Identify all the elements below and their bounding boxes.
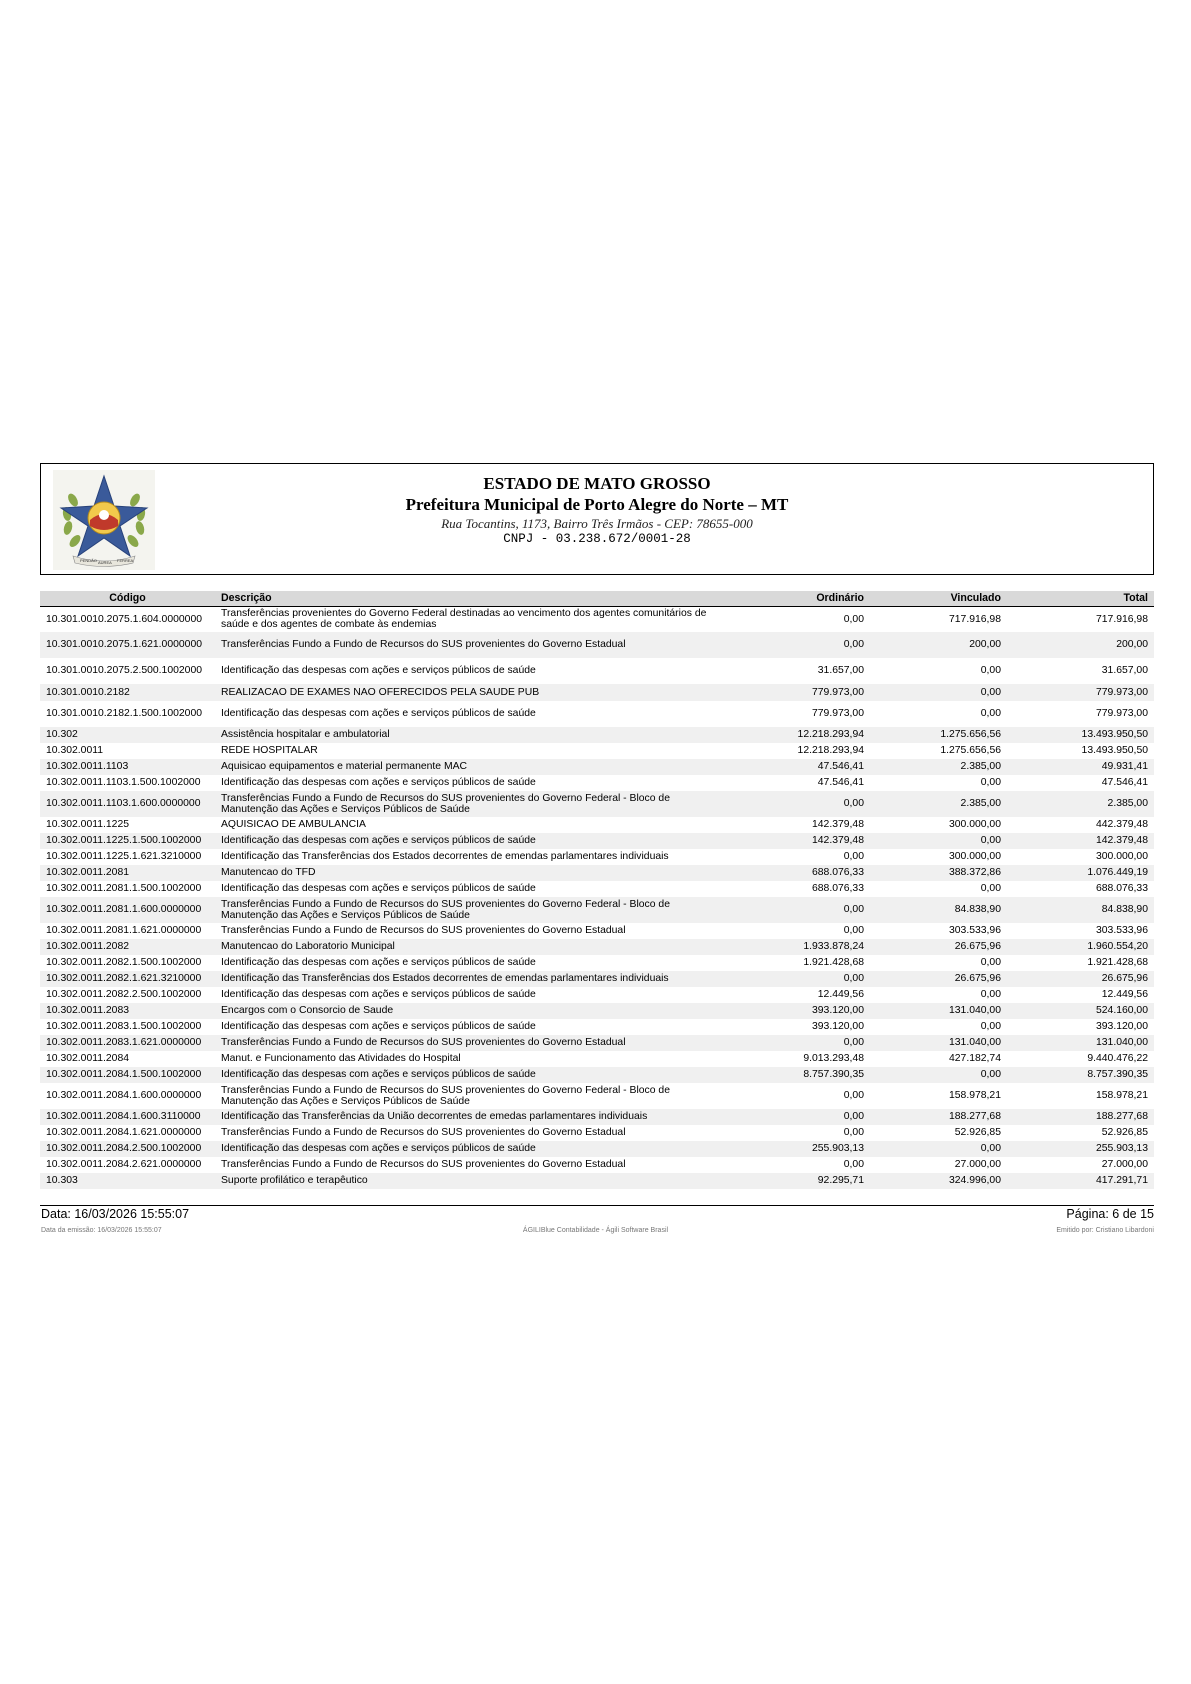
cell-linked: 0,00 xyxy=(980,989,1001,1001)
cell-total: 393.120,00 xyxy=(1095,1021,1148,1033)
cell-linked: 26.675,96 xyxy=(870,939,1007,955)
cell-code: 10.302.0011.2082.1.621.3210000 xyxy=(40,971,215,987)
footer-date: Data: 16/03/2026 15:55:07 xyxy=(41,1207,190,1221)
cell-total: 1.921.428,68 xyxy=(1087,957,1148,969)
table-row xyxy=(40,632,1154,658)
cell-linked: 1.275.656,56 xyxy=(870,727,1007,743)
cell-ordinary: 0,00 xyxy=(843,1090,864,1102)
svg-text:AUREA: AUREA xyxy=(98,560,112,565)
cell-description: Identificação das despesas com ações e serviços públicos de saúde xyxy=(215,1067,730,1083)
cell-code: 10.302.0011.1225.1.500.1002000 xyxy=(40,833,215,849)
cell-code: 10.302.0011.2084.1.500.1002000 xyxy=(40,1067,215,1083)
cell-code: 10.302.0011.2082.2.500.1002000 xyxy=(46,989,202,1001)
cell-code: 10.302.0011.1225 xyxy=(46,819,130,831)
cell-description: Transferências Fundo a Fundo de Recursos do SUS provenientes do Governo Estadual xyxy=(215,632,730,658)
cell-total: 717.916,98 xyxy=(1095,613,1148,625)
cell-description: REALIZACAO DE EXAMES NAO OFERECIDOS PELA SAUDE PUB xyxy=(215,684,730,701)
cell-linked: 0,00 xyxy=(870,1141,1007,1157)
cell-description: Identificação das despesas com ações e serviços públicos de saúde xyxy=(215,1141,730,1157)
cell-description: Identificação das despesas com ações e serviços públicos de saúde xyxy=(221,989,536,1001)
cell-description: Transferências Fundo a Fundo de Recursos do SUS provenientes do Governo Estadual xyxy=(215,1035,730,1051)
cell-total: 26.675,96 xyxy=(1007,971,1154,987)
cell-ordinary: 12.218.293,94 xyxy=(797,745,864,757)
table-row xyxy=(40,1035,1154,1051)
cell-description: Manutencao do TFD xyxy=(215,865,730,881)
cell-ordinary: 142.379,48 xyxy=(730,833,870,849)
table-body xyxy=(40,606,1154,1189)
column-header-total: Total xyxy=(1007,591,1154,606)
cell-total: 9.440.476,22 xyxy=(1087,1053,1148,1065)
table-row xyxy=(40,897,1154,923)
cell-total: 84.838,90 xyxy=(1007,897,1154,923)
footer-divider xyxy=(40,1205,1154,1206)
column-header-code: Código xyxy=(40,591,215,606)
cell-linked: 0,00 xyxy=(980,665,1001,677)
table-row xyxy=(40,701,1154,727)
cell-linked: 717.916,98 xyxy=(948,613,1001,625)
column-header-description: Descrição xyxy=(215,591,730,606)
cell-ordinary: 0,00 xyxy=(730,1109,870,1125)
cell-code: 10.302.0011.2084.1.600.3110000 xyxy=(40,1109,215,1125)
table-row xyxy=(40,971,1154,987)
cell-ordinary: 0,00 xyxy=(730,971,870,987)
cell-ordinary: 688.076,33 xyxy=(811,883,864,895)
cell-linked: 131.040,00 xyxy=(870,1035,1007,1051)
cell-code: 10.301.0010.2182.1.500.1002000 xyxy=(46,708,203,720)
cell-ordinary: 12.218.293,94 xyxy=(730,727,870,743)
cell-description: Aquisicao equipamentos e material permanente MAC xyxy=(215,759,730,775)
table-row xyxy=(40,727,1154,743)
cell-code: 10.302.0011.1103.1.600.0000000 xyxy=(40,791,215,817)
cell-total: 1.960.554,20 xyxy=(1007,939,1154,955)
table-row xyxy=(40,1173,1154,1189)
table-row xyxy=(40,1003,1154,1019)
cell-total: 131.040,00 xyxy=(1007,1035,1154,1051)
cell-description: Transferências Fundo a Fundo de Recursos do SUS provenientes do Governo Federal - Bloco de Manutenção das Ações e Serviços Públicos de Saúde xyxy=(221,1084,670,1107)
cell-code: 10.302.0011.2082 xyxy=(40,939,215,955)
cell-ordinary: 0,00 xyxy=(843,851,864,863)
cell-ordinary: 142.379,48 xyxy=(811,819,864,831)
cell-description: Transferências Fundo a Fundo de Recursos do SUS provenientes do Governo Federal - Bloco de Manutenção das Ações e Serviços Públicos de Saúde xyxy=(215,791,730,817)
cell-code: 10.303 xyxy=(40,1173,215,1189)
cell-linked: 427.182,74 xyxy=(948,1053,1001,1065)
cell-total: 442.379,48 xyxy=(1095,819,1148,831)
table-row xyxy=(40,865,1154,881)
cell-total: 31.657,00 xyxy=(1101,665,1148,677)
table-row xyxy=(40,759,1154,775)
cell-code: 10.301.0010.2182 xyxy=(40,684,215,701)
svg-text:FERREA: FERREA xyxy=(117,558,134,563)
cell-ordinary: 0,00 xyxy=(843,925,864,937)
cell-linked: 1.275.656,56 xyxy=(940,745,1001,757)
cell-code: 10.301.0010.2075.1.621.0000000 xyxy=(40,632,215,658)
cell-linked: 300.000,00 xyxy=(948,819,1001,831)
cell-description: Identificação das Transferências dos Estados decorrentes de emendas parlamentares individuais xyxy=(215,971,730,987)
cell-linked: 0,00 xyxy=(980,883,1001,895)
cell-ordinary: 688.076,33 xyxy=(730,865,870,881)
cell-code: 10.302.0011.2081.1.600.0000000 xyxy=(40,897,215,923)
cell-description: Identificação das despesas com ações e serviços públicos de saúde xyxy=(221,777,536,789)
cell-description: Transferências Fundo a Fundo de Recursos do SUS provenientes do Governo Estadual xyxy=(221,1127,626,1139)
table-row xyxy=(40,833,1154,849)
state-name: ESTADO DE MATO GROSSO xyxy=(483,474,711,493)
cell-total: 779.973,00 xyxy=(1007,684,1154,701)
table-row xyxy=(40,1051,1154,1067)
cell-description: Identificação das despesas com ações e serviços públicos de saúde xyxy=(221,883,536,895)
cell-description: Manut. e Funcionamento das Atividades do Hospital xyxy=(221,1053,461,1065)
table-row xyxy=(40,743,1154,759)
table-row xyxy=(40,1141,1154,1157)
cell-code: 10.302.0011.2081.1.500.1002000 xyxy=(46,883,202,895)
cell-description: Identificação das despesas com ações e serviços públicos de saúde xyxy=(215,833,730,849)
cell-description: Identificação das despesas com ações e serviços públicos de saúde xyxy=(221,1021,536,1033)
cell-linked: 0,00 xyxy=(980,708,1001,720)
cell-code: 10.302.0011.2082.1.500.1002000 xyxy=(46,957,202,969)
column-header-ordinary: Ordinário xyxy=(730,591,870,606)
cell-linked: 200,00 xyxy=(870,632,1007,658)
cell-linked: 52.926,85 xyxy=(954,1127,1001,1139)
cell-linked: 2.385,00 xyxy=(870,759,1007,775)
cell-code: 10.302.0011.2084.1.600.0000000 xyxy=(46,1090,202,1102)
cell-linked: 388.372,86 xyxy=(870,865,1007,881)
cell-description: AQUISICAO DE AMBULANCIA xyxy=(221,819,366,831)
footer-page-number: Página: 6 de 15 xyxy=(1066,1207,1154,1221)
cell-description: REDE HOSPITALAR xyxy=(221,745,318,757)
cell-total: 13.493.950,50 xyxy=(1007,727,1154,743)
cell-description: Identificação das Transferências da União decorrentes de emedas parlamentares individuais xyxy=(215,1109,730,1125)
cell-code: 10.302.0011.2081.1.621.0000000 xyxy=(46,925,202,937)
cell-code: 10.302.0011.1103.1.500.1002000 xyxy=(46,777,201,789)
table-row xyxy=(40,791,1154,817)
cell-total: 300.000,00 xyxy=(1095,851,1148,863)
cell-total: 1.076.449,19 xyxy=(1007,865,1154,881)
cell-ordinary: 1.921.428,68 xyxy=(803,957,864,969)
cell-code: 10.302.0011.1103 xyxy=(40,759,215,775)
cell-ordinary: 47.546,41 xyxy=(817,777,864,789)
cell-description: Assistência hospitalar e ambulatorial xyxy=(215,727,730,743)
cell-total: 52.926,85 xyxy=(1101,1127,1148,1139)
cell-total: 688.076,33 xyxy=(1095,883,1148,895)
table-row xyxy=(40,1109,1154,1125)
cell-total: 8.757.390,35 xyxy=(1007,1067,1154,1083)
cell-code: 10.302.0011.2084 xyxy=(46,1053,130,1065)
table-header-row xyxy=(40,591,1154,606)
cell-ordinary: 255.903,13 xyxy=(730,1141,870,1157)
cell-ordinary: 393.120,00 xyxy=(730,1003,870,1019)
table-row xyxy=(40,955,1154,971)
cell-linked: 0,00 xyxy=(980,957,1001,969)
cell-total: 49.931,41 xyxy=(1007,759,1154,775)
cell-description: Manutencao do Laboratorio Municipal xyxy=(215,939,730,955)
cell-code: 10.302.0011.2083.1.621.0000000 xyxy=(40,1035,215,1051)
cell-ordinary: 12.449,56 xyxy=(817,989,864,1001)
footer-emission-date: Data da emissão: 16/03/2026 15:55:07 xyxy=(41,1227,162,1234)
cell-ordinary: 0,00 xyxy=(843,1127,864,1139)
cell-total: 417.291,71 xyxy=(1007,1173,1154,1189)
cell-code: 10.302.0011.2081 xyxy=(40,865,215,881)
cell-ordinary: 0,00 xyxy=(843,613,864,625)
cell-total: 779.973,00 xyxy=(1095,708,1148,720)
cell-linked: 300.000,00 xyxy=(948,851,1001,863)
cell-ordinary: 8.757.390,35 xyxy=(730,1067,870,1083)
cell-description: Identificação das despesas com ações e serviços públicos de saúde xyxy=(221,708,536,720)
cell-total: 12.449,56 xyxy=(1101,989,1148,1001)
cell-linked: 0,00 xyxy=(980,1021,1001,1033)
table-row xyxy=(40,987,1154,1003)
cell-description: Identificação das despesas com ações e serviços públicos de saúde xyxy=(221,957,536,969)
cell-linked: 27.000,00 xyxy=(954,1159,1001,1171)
cell-linked: 158.978,21 xyxy=(948,1090,1001,1102)
cell-description: Transferências provenientes do Governo Federal destinadas ao vencimento dos agentes comunitários de saúde e dos agentes de combate às endemias xyxy=(221,607,707,631)
cell-code: 10.301.0010.2075.1.604.0000000 xyxy=(46,613,203,625)
cell-code: 10.302.0011.2083 xyxy=(40,1003,215,1019)
cell-linked: 188.277,68 xyxy=(870,1109,1007,1125)
table-row xyxy=(40,849,1154,865)
table-row xyxy=(40,684,1154,701)
cell-linked: 0,00 xyxy=(980,777,1001,789)
cell-total: 188.277,68 xyxy=(1007,1109,1154,1125)
cell-total: 255.903,13 xyxy=(1007,1141,1154,1157)
cell-total: 47.546,41 xyxy=(1101,777,1148,789)
table-row xyxy=(40,658,1154,684)
cell-total: 524.160,00 xyxy=(1007,1003,1154,1019)
cell-total: 2.385,00 xyxy=(1007,791,1154,817)
cell-ordinary: 393.120,00 xyxy=(811,1021,864,1033)
cell-description: Transferências Fundo a Fundo de Recursos do SUS provenientes do Governo Federal - Bloco de Manutenção das Ações e Serviços Públicos de Saúde xyxy=(215,897,730,923)
cell-description: Identificação das Transferências dos Estados decorrentes de emendas parlamentares individuais xyxy=(221,851,669,863)
cell-code: 10.302.0011.1225.1.621.3210000 xyxy=(46,851,202,863)
table-row xyxy=(40,1083,1154,1109)
cell-description: Identificação das despesas com ações e serviços públicos de saúde xyxy=(221,665,536,677)
cell-description: Transferências Fundo a Fundo de Recursos do SUS provenientes do Governo Estadual xyxy=(221,925,626,937)
cell-ordinary: 92.295,71 xyxy=(730,1173,870,1189)
cell-linked: 2.385,00 xyxy=(870,791,1007,817)
cell-ordinary: 31.657,00 xyxy=(817,665,864,677)
header-text-block xyxy=(41,474,1153,547)
cell-total: 27.000,00 xyxy=(1101,1159,1148,1171)
cell-total: 158.978,21 xyxy=(1095,1090,1148,1102)
cell-code: 10.302.0011.2084.2.621.0000000 xyxy=(46,1159,202,1171)
cell-ordinary: 1.933.878,24 xyxy=(730,939,870,955)
cell-linked: 0,00 xyxy=(870,684,1007,701)
cell-ordinary: 47.546,41 xyxy=(730,759,870,775)
cell-total: 200,00 xyxy=(1007,632,1154,658)
table-row xyxy=(40,923,1154,939)
prefecture-name: Prefeitura Municipal de Porto Alegre do Norte – MT xyxy=(405,495,789,514)
cell-description: Encargos com o Consorcio de Saude xyxy=(215,1003,730,1019)
cell-ordinary: 0,00 xyxy=(730,1035,870,1051)
cell-ordinary: 0,00 xyxy=(730,897,870,923)
cell-total: 13.493.950,50 xyxy=(1081,745,1148,757)
column-header-linked: Vinculado xyxy=(870,591,1007,606)
cell-code: 10.302.0011.2083.1.500.1002000 xyxy=(46,1021,202,1033)
cell-code: 10.302 xyxy=(40,727,215,743)
cell-ordinary: 0,00 xyxy=(730,632,870,658)
prefecture-cnpj: CNPJ - 03.238.672/0001-28 xyxy=(503,532,691,546)
cell-code: 10.301.0010.2075.2.500.1002000 xyxy=(46,665,203,677)
cell-linked: 26.675,96 xyxy=(870,971,1007,987)
cell-linked: 303.533,96 xyxy=(948,925,1001,937)
cell-linked: 324.996,00 xyxy=(870,1173,1007,1189)
cell-ordinary: 0,00 xyxy=(843,1159,864,1171)
table-row xyxy=(40,1019,1154,1035)
cell-linked: 131.040,00 xyxy=(870,1003,1007,1019)
cell-total: 142.379,48 xyxy=(1007,833,1154,849)
cell-ordinary: 779.973,00 xyxy=(730,684,870,701)
cell-linked: 0,00 xyxy=(870,1067,1007,1083)
cell-ordinary: 0,00 xyxy=(730,791,870,817)
expense-table xyxy=(40,591,1154,1189)
cell-description: Transferências Fundo a Fundo de Recursos do SUS provenientes do Governo Estadual xyxy=(221,1159,626,1171)
table-row xyxy=(40,1157,1154,1173)
table-row xyxy=(40,1067,1154,1083)
table-row xyxy=(40,606,1154,632)
cell-code: 10.302.0011 xyxy=(46,745,104,757)
prefecture-address: Rua Tocantins, 1173, Bairro Três Irmãos - CEP: 78655-000 xyxy=(441,516,753,531)
table-row xyxy=(40,939,1154,955)
report-header xyxy=(40,463,1154,575)
cell-ordinary: 779.973,00 xyxy=(811,708,864,720)
table-row xyxy=(40,817,1154,833)
cell-code: 10.302.0011.2084.2.500.1002000 xyxy=(40,1141,215,1157)
cell-linked: 0,00 xyxy=(870,833,1007,849)
footer-issued-by: Emitido por: Cristiano Libardoni xyxy=(1056,1227,1154,1234)
footer-software-name: ÁGILIBlue Contabilidade - Ágili Software Brasil xyxy=(522,1227,669,1234)
table-row xyxy=(40,775,1154,791)
table-row xyxy=(40,881,1154,897)
cell-linked: 84.838,90 xyxy=(870,897,1007,923)
cell-description: Suporte profilático e terapêutico xyxy=(215,1173,730,1189)
svg-text:PENDÃO: PENDÃO xyxy=(80,558,97,563)
cell-ordinary: 9.013.293,48 xyxy=(803,1053,864,1065)
cell-total: 303.533,96 xyxy=(1095,925,1148,937)
cell-code: 10.302.0011.2084.1.621.0000000 xyxy=(46,1127,202,1139)
table-row xyxy=(40,1125,1154,1141)
